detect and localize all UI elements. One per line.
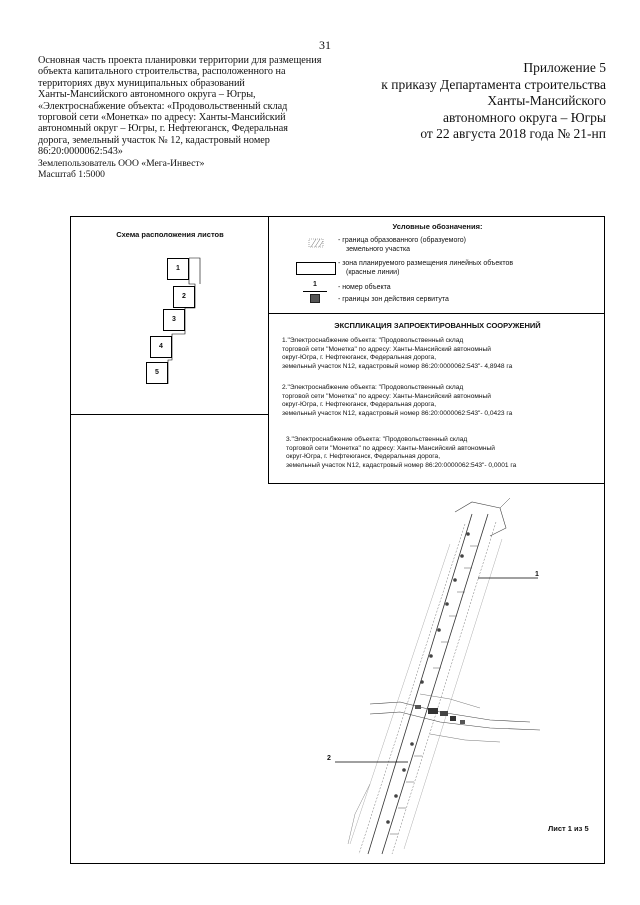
explication-line: округ-Югра, г. Нефтеюганск, Федеральная дорога, bbox=[282, 401, 437, 409]
object-number-underline bbox=[303, 291, 327, 292]
appendix-line: к приказу Департамента строительства bbox=[381, 76, 606, 92]
sheet-label: Лист 1 из 5 bbox=[548, 824, 589, 833]
sheet-2: 2 bbox=[173, 286, 195, 308]
appendix-date: от 22 августа 2018 года № 21-нп bbox=[420, 126, 606, 141]
hatched-boundary-icon bbox=[308, 238, 324, 248]
legend-item-boundary bbox=[338, 237, 466, 254]
schema-bottom-line bbox=[70, 414, 269, 415]
header-line: торговой сети «Монетка» по адресу: Ханты-Мансийский bbox=[38, 112, 286, 124]
red-line-zone-icon bbox=[296, 262, 336, 275]
header-line: Основная часть проекта планировки территории для размещения bbox=[38, 55, 322, 66]
callout-object-2: 2 bbox=[327, 755, 331, 762]
header-line: «Электроснабжение объекта: «Продовольственный склад bbox=[38, 100, 288, 112]
legend-bottom-line bbox=[268, 313, 605, 314]
legend-text: (красные линии) bbox=[346, 268, 400, 276]
schema-title: Схема расположения листов bbox=[116, 230, 224, 239]
scale: Масштаб 1:5000 bbox=[38, 169, 105, 181]
header-line: автономный округ – Югры, г. Нефтеюганск, Федеральная bbox=[38, 123, 288, 135]
header-line: объекта капитального строительства, расположенного на bbox=[38, 66, 286, 78]
explication-line: земельный участок N12, кадастровый номер 86:20:0000062:543"- 0,0001 га bbox=[286, 461, 517, 469]
explication-line: земельный участок N12, кадастровый номер 86:20:0000062:543"- 0,0423 га bbox=[282, 409, 513, 417]
header-line: Ханты-Мансийского автономного округа – Югры, bbox=[38, 89, 256, 101]
explication-line: земельный участок N12, кадастровый номер 86:20:0000062:543"- 4,8948 га bbox=[282, 362, 513, 370]
explication-line: торговой сети "Монетка" по адресу: Ханты-Мансийский автономный bbox=[286, 444, 495, 452]
header-line: 86:20:0000062:543» bbox=[38, 146, 123, 158]
explication-item-3 bbox=[286, 436, 516, 470]
legend-text: - зона планируемого размещения линейных объектов bbox=[338, 260, 514, 267]
explication-title: ЭКСПЛИКАЦИЯ ЗАПРОЕКТИРОВАННЫХ СООРУЖЕНИЙ bbox=[334, 321, 541, 330]
legend-text: - граница образованного (образуемого) bbox=[338, 237, 466, 244]
explication-line: 1."Электроснабжение объекта: "Продовольственный склад bbox=[282, 337, 464, 344]
callout-object-1: 1 bbox=[535, 571, 539, 578]
sheet-staircase-lines bbox=[140, 250, 220, 390]
explication-line: 2."Электроснабжение объекта: "Продовольственный склад bbox=[282, 384, 464, 391]
explication-line: торговой сети "Монетка" по адресу: Ханты-Мансийский автономный bbox=[282, 345, 491, 353]
appendix-title: Приложение 5 bbox=[523, 60, 606, 75]
header-line: территориях двух муниципальных образований bbox=[38, 77, 245, 89]
appendix-line: автономного округа – Югры bbox=[443, 109, 606, 125]
legend-text: - границы зон действия сервитута bbox=[338, 296, 449, 303]
servitude-zone-icon bbox=[310, 294, 320, 303]
explication-left-line bbox=[268, 313, 269, 484]
appendix-line: Ханты-Мансийского bbox=[487, 93, 606, 108]
left-header bbox=[38, 55, 338, 180]
legend-item-object-number bbox=[338, 284, 391, 293]
explication-item-2 bbox=[282, 384, 512, 418]
legend-title: Условные обозначения: bbox=[392, 222, 483, 231]
legend-text: - номер объекта bbox=[338, 284, 391, 291]
header-line: дорога, земельный участок № 12, кадастровый номер bbox=[38, 134, 270, 146]
legend-item-red-lines bbox=[338, 260, 513, 277]
sheet-5: 5 bbox=[146, 362, 168, 384]
sheet-3: 3 bbox=[163, 309, 185, 331]
legend-item-servitude bbox=[338, 296, 449, 305]
explication-line: торговой сети "Монетка" по адресу: Ханты-Мансийский автономный bbox=[282, 392, 491, 400]
sheet-4: 4 bbox=[150, 336, 172, 358]
legend-text: земельного участка bbox=[346, 245, 411, 253]
page-number: 31 bbox=[319, 38, 331, 52]
explication-line: округ-Югра, г. Нефтеюганск, Федеральная дорога, bbox=[282, 354, 437, 362]
land-user: Землепользователь ООО «Мега-Инвест» bbox=[38, 157, 205, 169]
explication-line: округ-Югра, г. Нефтеюганск, Федеральная дорога, bbox=[286, 453, 441, 461]
object-number-icon: 1 bbox=[313, 281, 317, 288]
sheet-1: 1 bbox=[167, 258, 189, 280]
explication-line: 3."Электроснабжение объекта: "Продовольственный склад bbox=[286, 436, 468, 443]
right-header bbox=[360, 60, 606, 143]
map-drawing bbox=[70, 484, 605, 864]
explication-item-1 bbox=[282, 337, 512, 371]
